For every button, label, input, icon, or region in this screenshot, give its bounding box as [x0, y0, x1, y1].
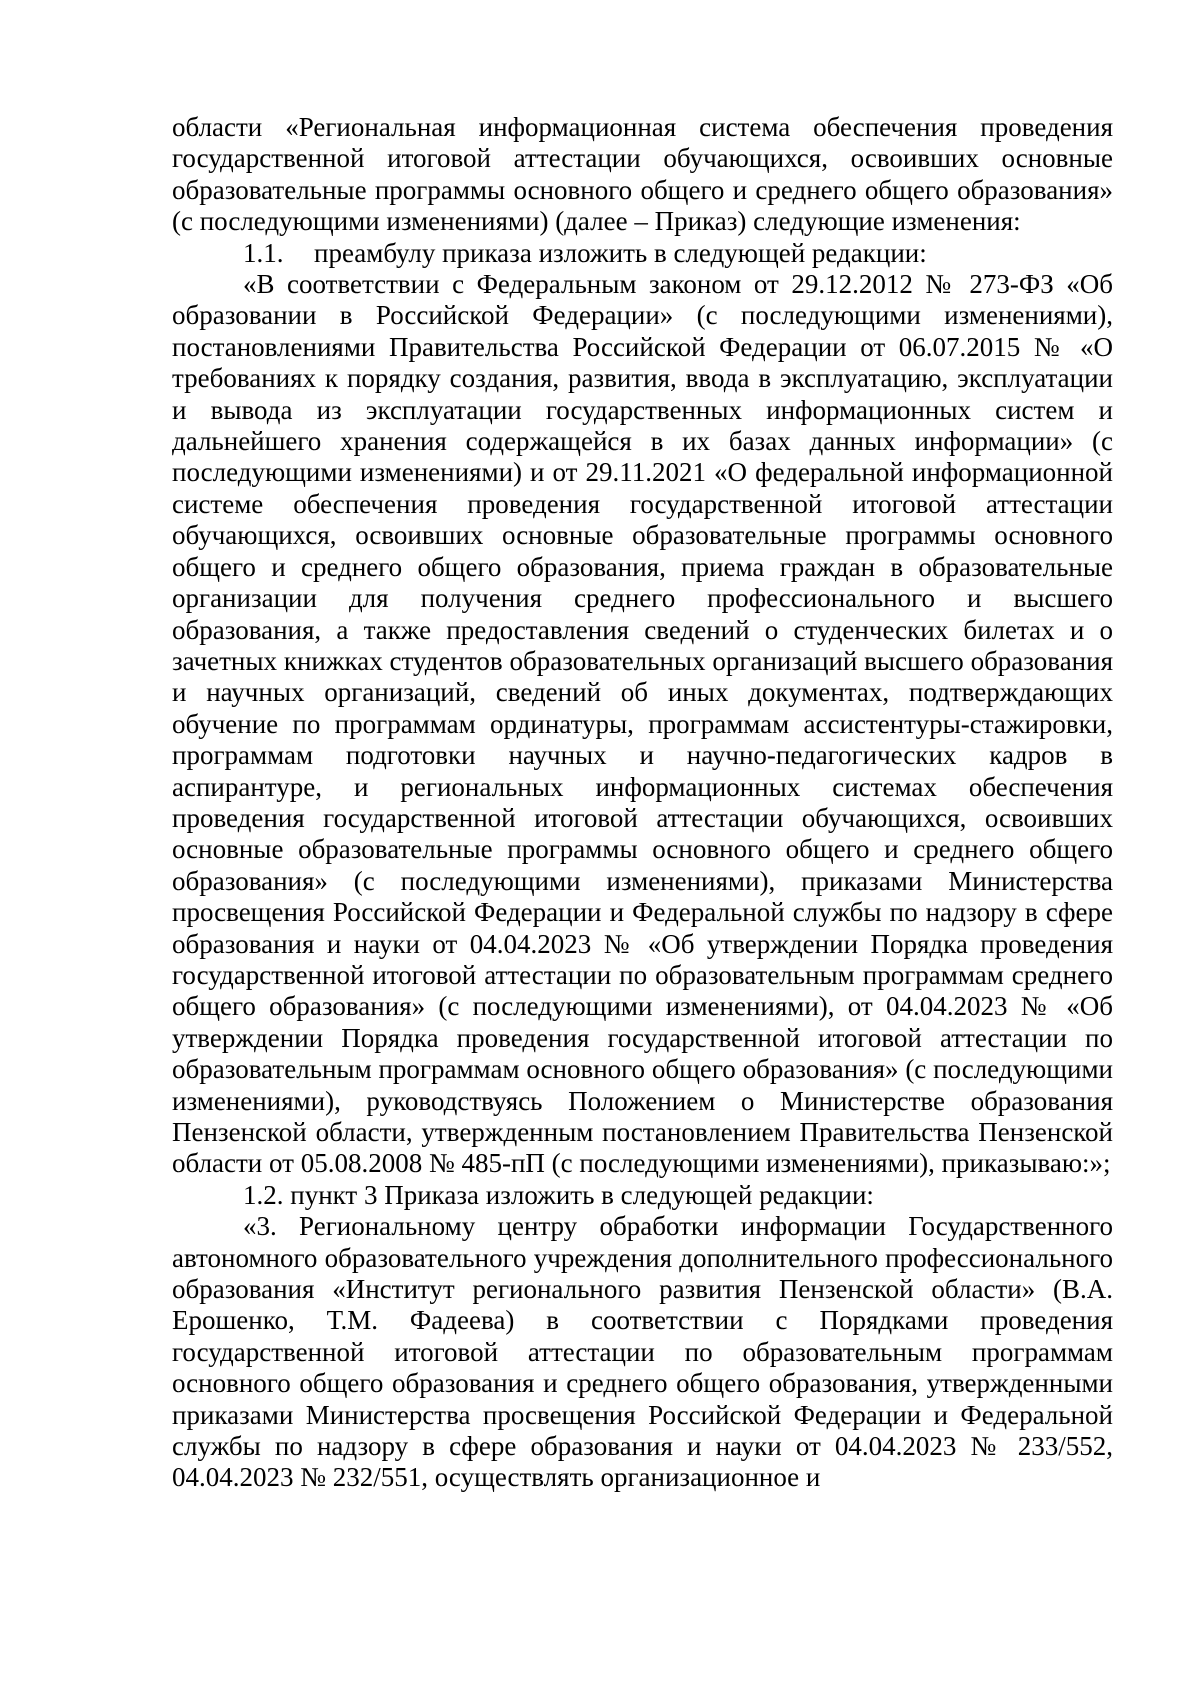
intro-paragraph: области «Региональная информационная система обеспечения проведения государственной итоговой аттестации обучающихся, освоивших основные образовательные программы основного общего и среднего общего образования» (с последующими изменениями) (далее – Приказ) следующие изменения:	[172, 112, 1113, 237]
point-3-paragraph: «3. Региональному центру обработки информации Государственного автономного образовательного учреждения дополнительного профессионального образования «Институт регионального развития Пензенской области» (В.А. Ерошенко, Т.М. Фадеева) в соответствии с Порядками проведения государственной итоговой аттестации по образовательным программам основного общего образования и среднего общего образования, утвержденными приказами Министерства просвещения Российской Федерации и Федеральной службы по надзору в сфере образования и науки от 04.04.2023 № 233/552, 04.04.2023 № 232/551, осуществлять организационное и	[172, 1211, 1113, 1493]
item-1-2-paragraph: 1.2. пункт 3 Приказа изложить в следующей редакции:	[243, 1179, 874, 1210]
item-number: 1.1.	[243, 237, 284, 268]
preamble-paragraph: «В соответствии с Федеральным законом от 29.12.2012 № 273-ФЗ «Об образовании в Российской Федерации» (с последующими изменениями), постановлениями Правительства Российской Федерации от 06.07.2015 № «О требованиях к порядку создания, развития, ввода в эксплуатацию, эксплуатации и вывода из эксплуатации государственных информационных систем и дальнейшего хранения содержащейся в их базах данных информации» (с последующими изменениями) и от 29.11.2021 «О федеральной информационной системе обеспечения проведения государственной итоговой аттестации обучающихся, освоивших основные образовательные программы основного общего и среднего общего образования, приема граждан в образовательные организации для получения среднего профессионального и высшего образования, а также предоставления сведений о студенческих билетах и о зачетных книжках студентов образовательных организаций высшего образования и научных организаций, сведений об иных документах, подтверждающих обучение по программам ординатуры, программам ассистентуры-стажировки, программам подготовки научных и научно-педагогических кадров в аспирантуре, и региональных информационных системах обеспечения проведения государственной итоговой аттестации обучающихся, освоивших основные образовательные программы основного общего и среднего общего образования» (с последующими изменениями), приказами Министерства просвещения Российской Федерации и Федеральной службы по надзору в сфере образования и науки от 04.04.2023 № «Об утверждении Порядка проведения государственной итоговой аттестации по образовательным программам среднего общего образования» (с последующими изменениями), от 04.04.2023 № «Об утверждении Порядка проведения государственной итоговой аттестации по образовательным программам основного общего образования» (с последующими изменениями), руководствуясь Положением о Министерстве образования Пензенской области, утвержденным постановлением Правительства Пензенской области от 05.08.2008 № 485-пП (с последующими изменениями), приказываю:»;	[172, 269, 1113, 1179]
item-text: преамбулу приказа изложить в следующей редакции:	[314, 237, 927, 268]
document-body	[172, 112, 1113, 1494]
item-1-1-paragraph	[172, 238, 1113, 269]
